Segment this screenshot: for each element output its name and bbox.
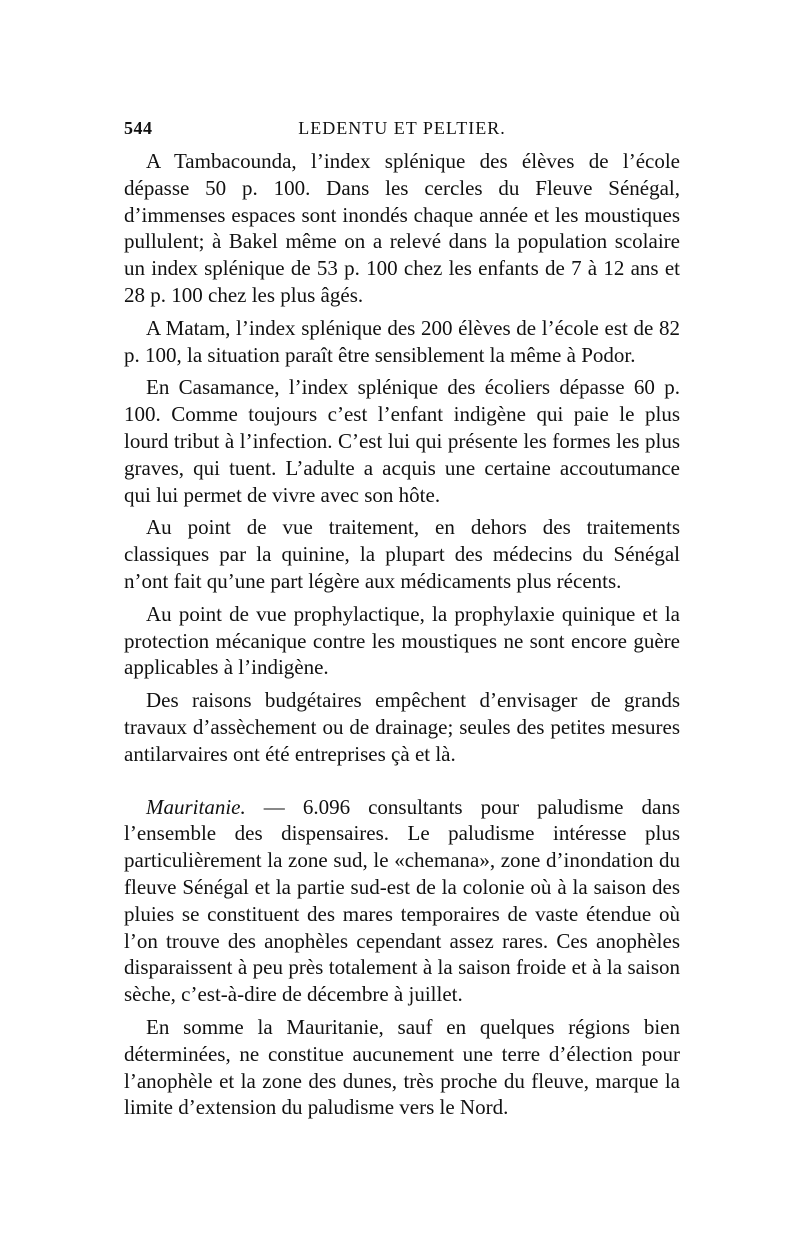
paragraph-tambacounda: A Tambacounda, l’index splénique des élèves de l’école dépasse 50 p. 100. Dans les cercles du Fleuve Sénégal, d’immenses espaces sont inondés chaque année et les moustiques pullulent; à Bakel même on a relevé dans la population scolaire un index splénique de 53 p. 100 chez les enfants de 7 à 12 ans et 28 p. 100 chez les plus âgés.	[124, 149, 680, 307]
page-header	[124, 118, 680, 144]
page-number: 544	[124, 118, 153, 138]
section-lead: Mauritanie.	[146, 794, 246, 819]
paragraph-conclusion: En somme la Mauritanie, sauf en quelques régions bien déterminées, ne constitue aucunement une terre d’élection pour l’anophèle et la zone des dunes, très proche du fleuve, marque la limite d’extension du paludisme vers le Nord.	[124, 1014, 680, 1120]
mauritanie-text: — 6.096 consultants pour paludisme dans l’ensemble des dispensaires. Le paludisme intéresse plus particulièrement la zone sud, le «chemana», zone d’inondation du fleuve Sénégal et la partie sud-est de la colonie où à la saison des pluies se constituent des mares temporaires de vaste étendue où l’on trouve des anophèles cependant assez rares. Ces anophèles disparaissent à peu près totalement à la saison froide et à la saison sèche, c’est-à-dire de décembre à juillet.	[124, 794, 680, 1007]
paragraph-budget: Des raisons budgétaires empêchent d’envisager de grands travaux d’assèchement ou de drainage; seules des petites mesures antilarvaires ont été entreprises çà et là.	[124, 688, 680, 766]
paragraph-traitement: Au point de vue traitement, en dehors des traitements classiques par la quinine, la plupart des médecins du Sénégal n’ont fait qu’une part légère aux médicaments plus récents.	[124, 515, 680, 593]
paragraph-prophylaxie: Au point de vue prophylactique, la prophylaxie quinique et la protection mécanique contre les moustiques ne sont encore guère applicables à l’indigène.	[124, 601, 680, 680]
paragraph-matam: A Matam, l’index splénique des 200 élèves de l’école est de 82 p. 100, la situation paraît être sensiblement la même à Podor.	[124, 315, 680, 367]
paragraph-casamance: En Casamance, l’index splénique des écoliers dépasse 60 p. 100. Comme toujours c’est l’enfant indigène qui paie le plus lourd tribut à l’infection. C’est lui qui présente les formes les plus graves, qui tuent. L’adulte a acquis une certaine accoutumance qui lui permet de vivre avec son hôte.	[124, 375, 680, 507]
section-gap	[124, 768, 680, 794]
paragraph-mauritanie	[124, 794, 680, 1008]
book-page	[124, 118, 680, 1121]
body-text	[124, 148, 680, 1121]
running-title: LEDENTU ET PELTIER.	[298, 118, 506, 138]
